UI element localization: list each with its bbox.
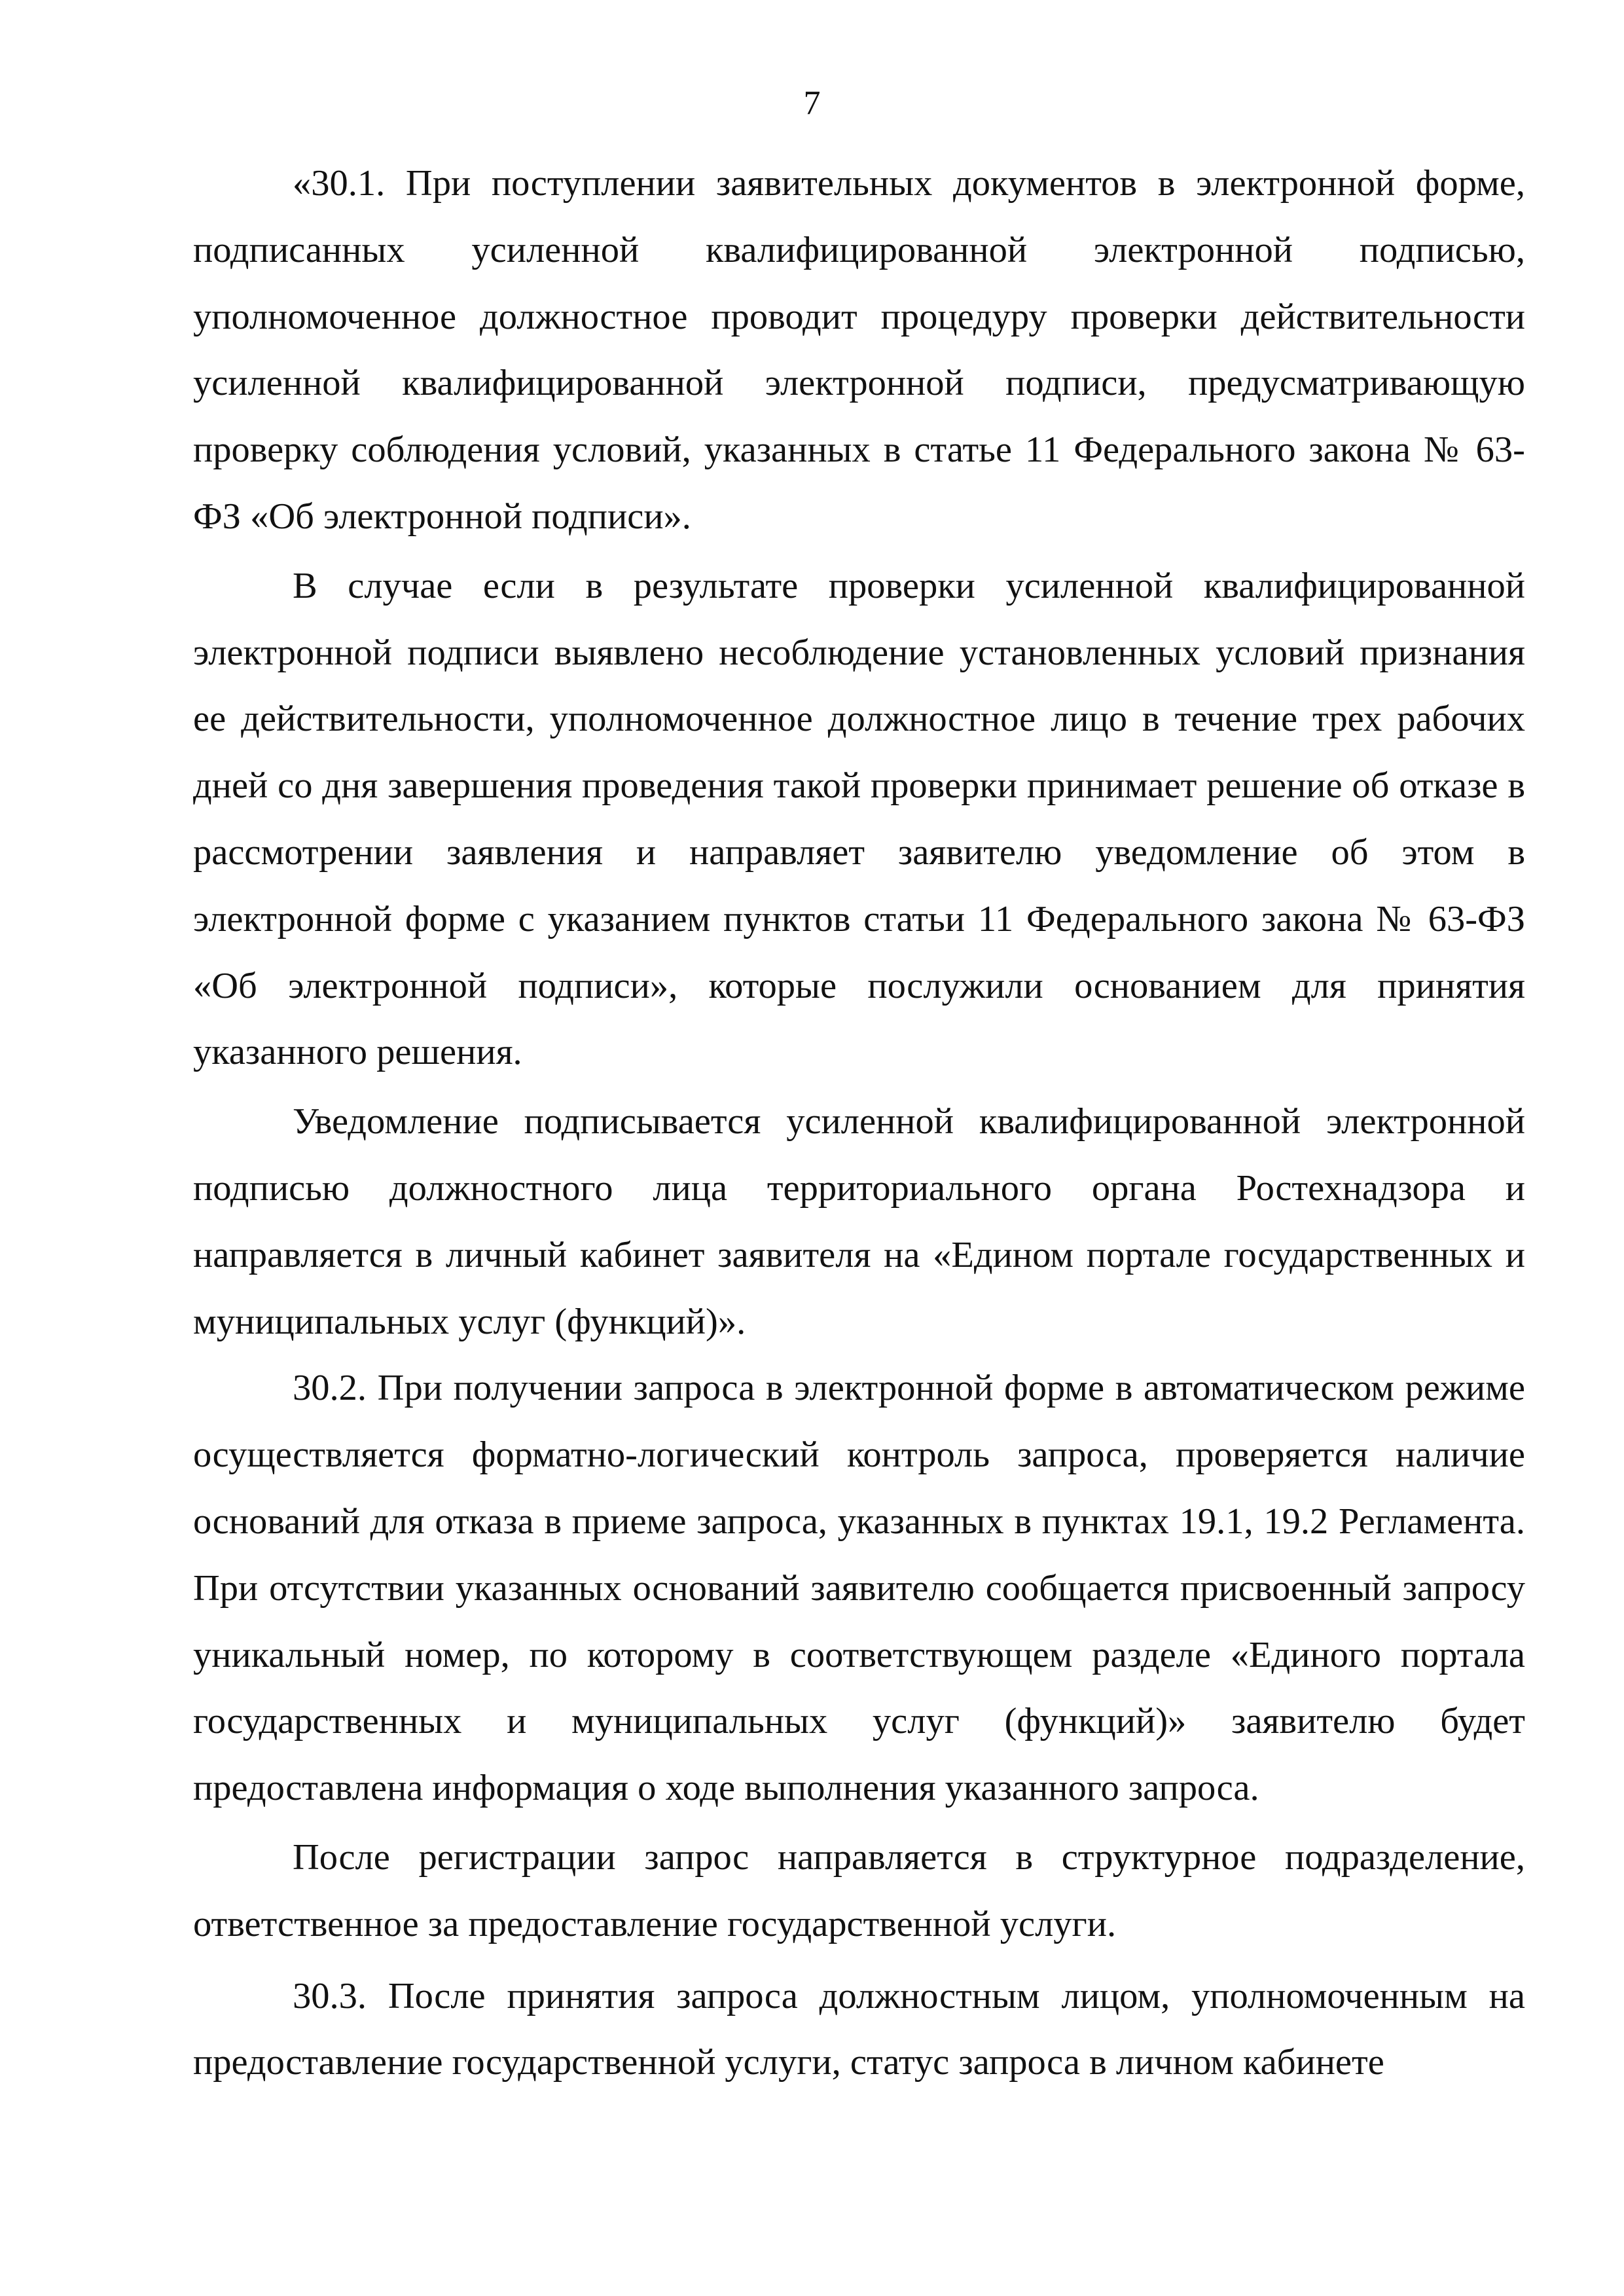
paragraph-notification-signing: Уведомление подписывается усиленной квалифицированной электронной подписью должностного лица территориального органа Ростехнадзора и направляется в личный кабинет заявителя на «Едином портале государственных и муниципальных услуг (функций)». — [193, 1101, 1525, 1342]
paragraph-after-registration: После регистрации запрос направляется в структурное подразделение, ответственное за предоставление государственной услуги. — [193, 1836, 1525, 1944]
document-body — [193, 151, 1525, 2096]
paragraph-30-2: 30.2. При получении запроса в электронной форме в автоматическом режиме осуществляется форматно-логический контроль запроса, проверяется наличие оснований для отказа в приеме запроса, указанных в пунктах 19.1, 19.2 Регламента. При отсутствии указанных оснований заявителю сообщается присвоенный запросу уникальный номер, по которому в соответствующем разделе «Единого портала государственных и муниципальных услуг (функций)» заявителю будет предоставлена информация о ходе выполнения указанного запроса. — [193, 1368, 1525, 1809]
page-number: 7 — [803, 84, 821, 122]
paragraph-30-3: 30.3. После принятия запроса должностным лицом, уполномоченным на предоставление государственной услуги, статус запроса в личном кабинете — [193, 1975, 1525, 2083]
paragraph-signature-check-failure: В случае если в результате проверки усиленной квалифицированной электронной подписи выявлено несоблюдение установленных условий признания ее действительности, уполномоченное должностное лицо в течение трех рабочих дней со дня завершения проведения такой проверки принимает решение об отказе в рассмотрении заявления и направляет заявителю уведомление об этом в электронной форме с указанием пунктов статьи 11 Федерального закона № 63-ФЗ «Об электронной подписи», которые послужили основанием для принятия указанного решения. — [193, 565, 1525, 1073]
paragraph-30-1: «30.1. При поступлении заявительных документов в электронной форме, подписанных усиленной квалифицированной электронной подписью, уполномоченное должностное проводит процедуру проверки действительности усиленной квалифицированной электронной подписи, предусматривающую проверку соблюдения условий, указанных в статье 11 Федерального закона № 63-ФЗ «Об электронной подписи». — [193, 163, 1525, 537]
